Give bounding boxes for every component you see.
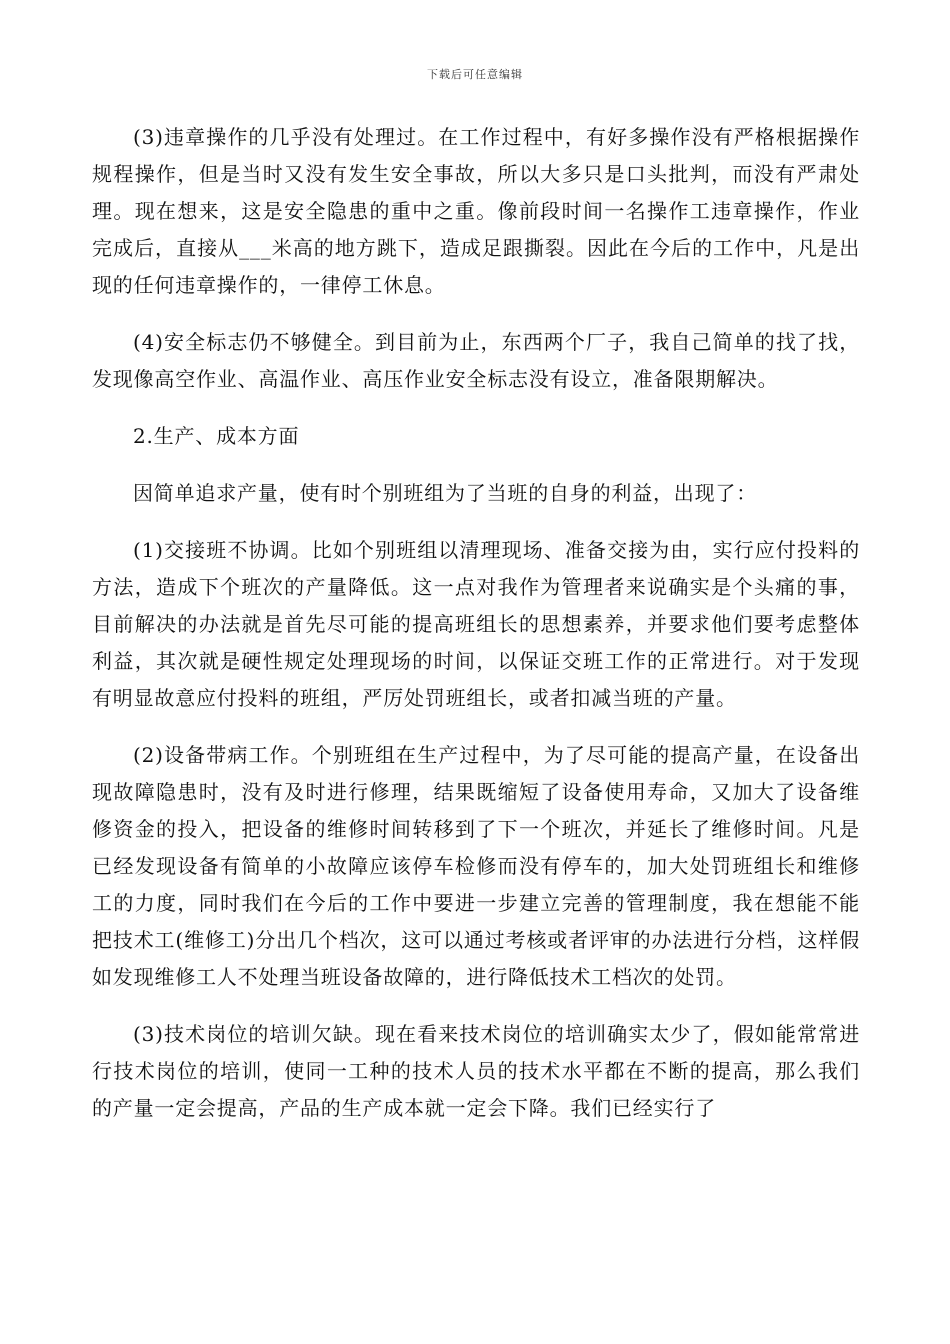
paragraph-technical-training: (3)技术岗位的培训欠缺。现在看来技术岗位的培训确实太少了，假如能常常进行技术岗位的培训，使同一工种的技术人员的技术水平都在不断的提高，那么我们的产量一定会提高，产品的生产成本就一定会下降。我们已经实行了 — [92, 1022, 860, 1120]
paragraph-violation-handling: (3)违章操作的几乎没有处理过。在工作过程中，有好多操作没有严格根据操作规程操作，但是当时又没有发生安全事故，所以大多只是口头批判，而没有严肃处理。现在想来，这是安全隐患的重中之重。像前段时间一名操作工违章操作，作业完成后，直接从___米高的地方跳下，造成足跟撕裂。因此在今后的工作中，凡是出现的任何违章操作的，一律停工休息。 — [92, 125, 860, 297]
paragraph-safety-signs: (4)安全标志仍不够健全。到目前为止，东西两个厂子，我自己简单的找了找，发现像高空作业、高温作业、高压作业安全标志没有设立，准备限期解决。 — [92, 330, 860, 391]
document-body — [92, 119, 860, 1147]
paragraph-equipment-faults: (2)设备带病工作。个别班组在生产过程中，为了尽可能的提高产量，在设备出现故障隐患时，没有及时进行修理，结果既缩短了设备使用寿命，又加大了设备维修资金的投入，把设备的维修时间转移到了下一个班次，并延长了维修时间。凡是已经发现设备有简单的小故障应该停车检修而没有停车的，加大处罚班组长和维修工的力度，同时我们在今后的工作中要进一步建立完善的管理制度，我在想能不能把技术工(维修工)分出几个档次，这可以通过考核或者评审的办法进行分档，这样假如发现维修工人不处理当班设备故障的，进行降低技术工档次的处罚。 — [92, 743, 860, 989]
paragraph-shift-handover: (1)交接班不协调。比如个别班组以清理现场、准备交接为由，实行应付投料的方法，造成下个班次的产量降低。这一点对我作为管理者来说确实是个头痛的事，目前解决的办法就是首先尽可能的提高班组长的思想素养，并要求他们要考虑整体利益，其次就是硬性规定处理现场的时间，以保证交班工作的正常进行。对于发现有明显故意应付投料的班组，严厉处罚班组长，或者扣减当班的产量。 — [92, 538, 860, 710]
section-heading-production-cost: 2.生产、成本方面 — [133, 424, 300, 448]
page-header: 下载后可任意编辑 — [427, 68, 523, 81]
paragraph-intro-issues: 因简单追求产量，使有时个别班组为了当班的自身的利益，出现了： — [133, 481, 757, 505]
